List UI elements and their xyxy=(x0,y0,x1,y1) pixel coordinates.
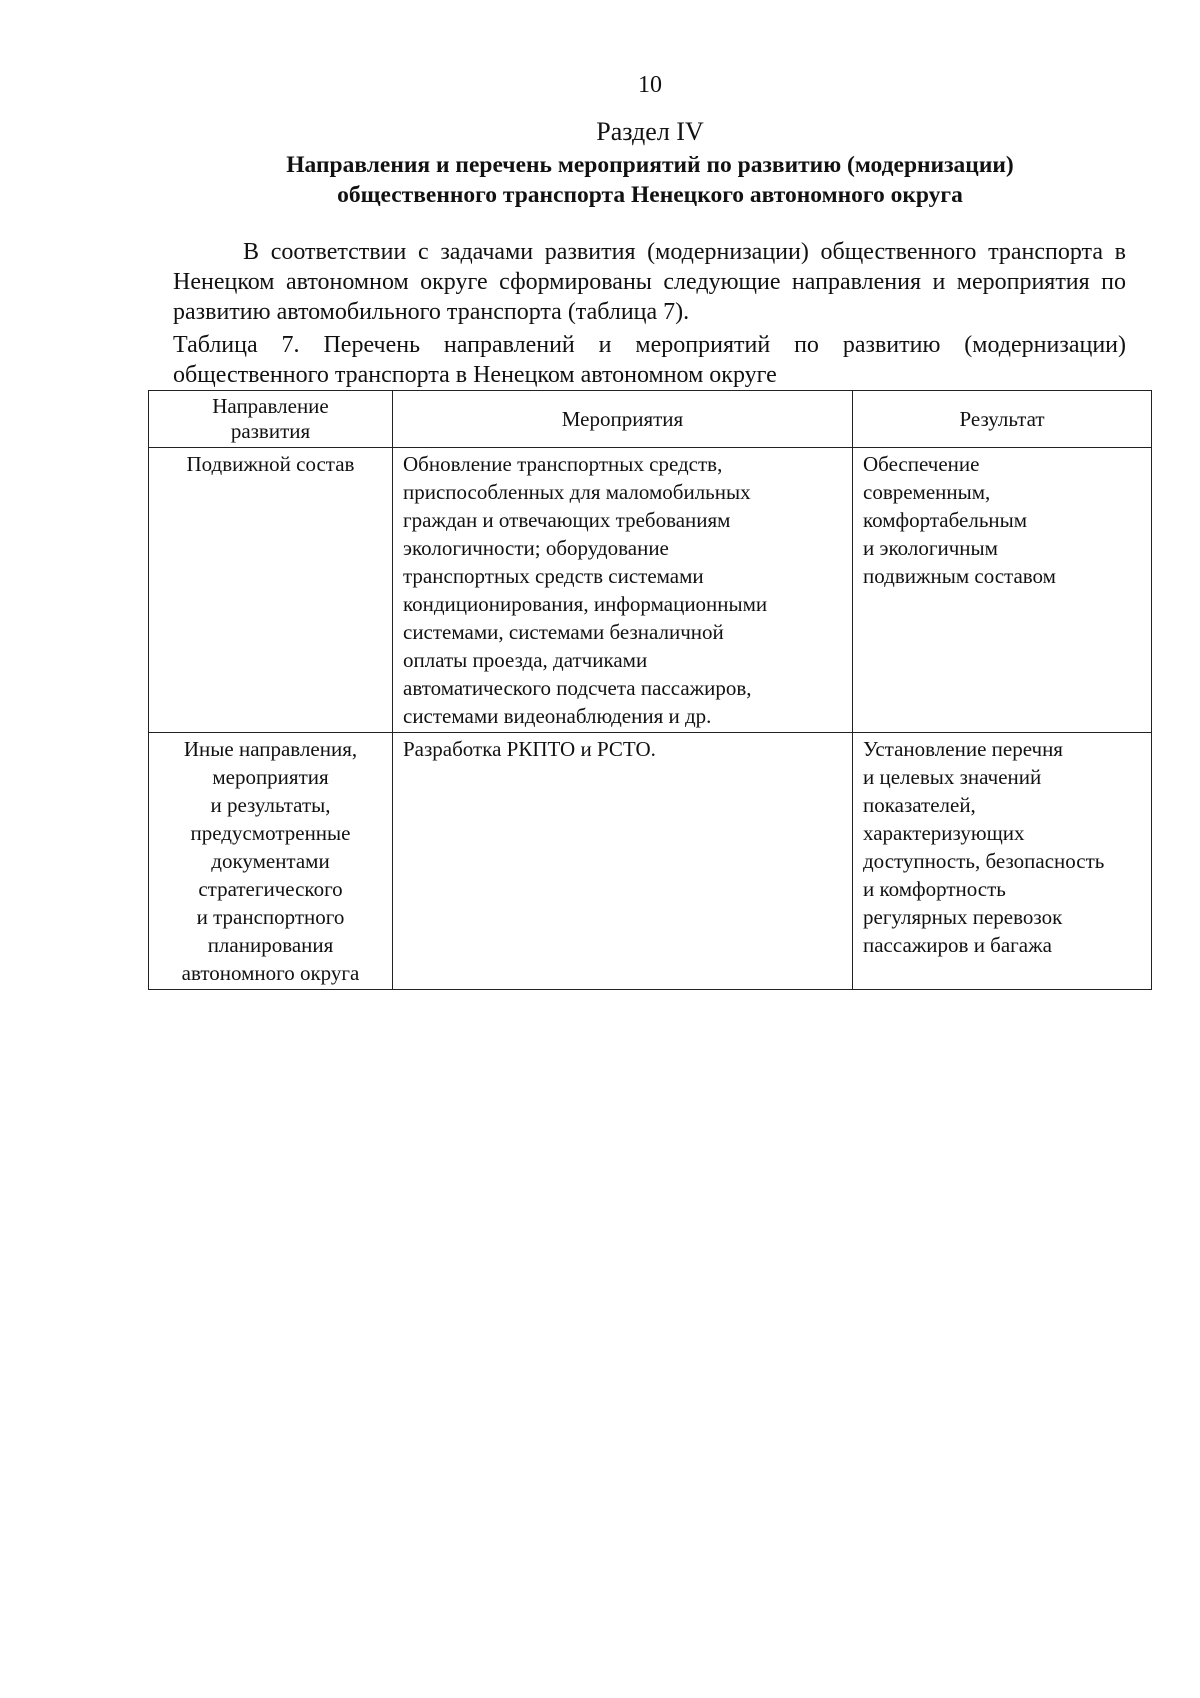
table-caption: Таблица 7. Перечень направлений и мероприятий по развитию (модернизации) общественного транспорта в Ненецком автономном округе xyxy=(173,332,1126,388)
header-measures: Мероприятия xyxy=(393,391,853,448)
section-title-line: общественного транспорта Ненецкого автономного округа xyxy=(337,182,963,208)
cell-result: Обеспечение современным, комфортабельным и экологичным подвижным составом xyxy=(853,448,1152,733)
cell-measures: Обновление транспортных средств, приспособленных для маломобильных граждан и отвечающих требованиям экологичности; оборудование транспортных средств системами кондиционирования, информационными системами, системами безналичной оплаты проезда, датчиками автоматического подсчета пассажиров, системами видеонаблюдения и др. xyxy=(393,448,853,733)
cell-result: Установление перечня и целевых значений показателей, характеризующих доступность, безопасность и комфортность регулярных перевозок пассажиров и багажа xyxy=(853,733,1152,990)
header-direction: Направление развития xyxy=(149,391,393,448)
intro-paragraph: В соответствии с задачами развития (модернизации) общественного транспорта в Ненецком автономном округе сформированы следующие направления и мероприятия по развитию автомобильного транспорта (таблица 7). xyxy=(173,239,1126,325)
table-row xyxy=(149,448,1152,733)
page-number: 10 xyxy=(638,72,662,98)
cell-direction: Подвижной состав xyxy=(149,448,393,733)
table-row xyxy=(149,733,1152,990)
cell-measures: Разработка РКПТО и РСТО. xyxy=(393,733,853,990)
header-result: Результат xyxy=(853,391,1152,448)
section-label: Раздел IV xyxy=(596,117,704,146)
measures-table xyxy=(148,390,1152,990)
table-header-row xyxy=(149,391,1152,448)
section-title xyxy=(200,150,1100,210)
cell-direction: Иные направления, мероприятия и результаты, предусмотренные документами стратегического и транспортного планирования автономного округа xyxy=(149,733,393,990)
section-title-line: Направления и перечень мероприятий по развитию (модернизации) xyxy=(286,152,1014,178)
